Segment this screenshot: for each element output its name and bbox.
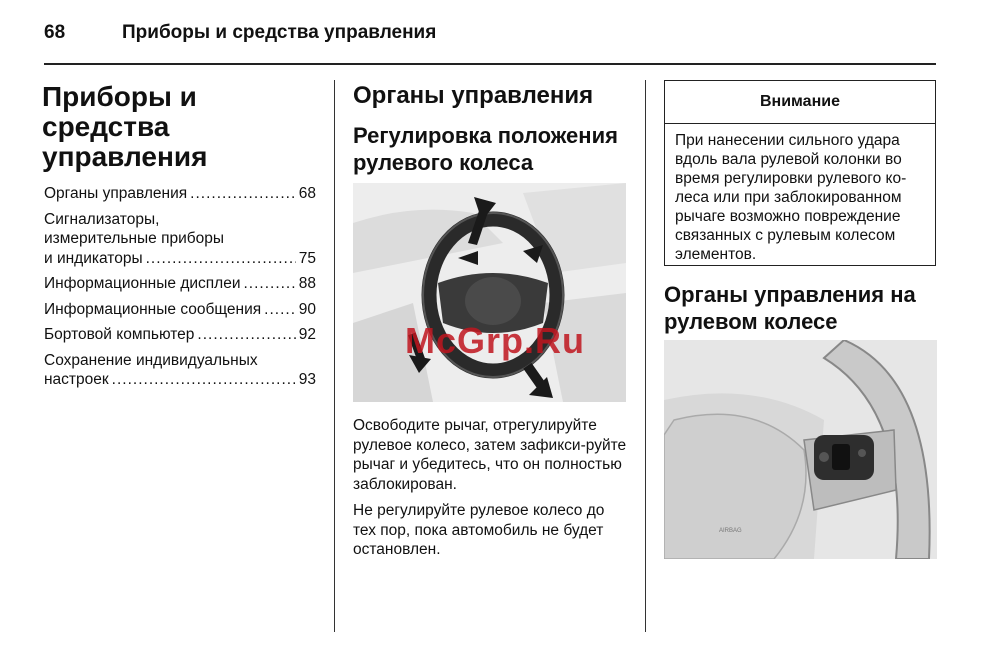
watermark: McGrp.Ru [405,320,586,361]
toc-entry-row [44,274,316,294]
toc-entry-title: и индикаторы [44,249,143,267]
toc-entry-title: Органы управления [44,185,188,202]
toc-entry-row [44,370,316,390]
toc-entry-line: измерительные приборы [44,230,225,247]
toc-page-number: 92 [298,326,316,343]
column-divider-1 [334,80,335,632]
toc-page-number: 88 [298,275,316,292]
warning-box [664,80,936,266]
toc-entry[interactable] [44,184,316,204]
warning-text: При нанесении сильного удара вдоль вала рулевой колонки во время регулировки рулевого ко-леса или при заблокированном рычаге возможно повреждение связанных с рулевым колесом элементов. [675,132,907,263]
toc-entry[interactable] [44,210,316,269]
airbag-label: AIRBAG [719,528,742,534]
toc-leader-dots [190,184,296,204]
toc-entry-title: Информационные сообщения [44,300,262,318]
toc-page-number: 90 [298,300,316,318]
chapter-title: Приборы и средства управления [42,81,208,172]
toc-entry-title: Бортовой компьютер [44,326,195,343]
steering-wheel-controls-illustration [664,340,937,559]
table-of-contents [44,184,316,396]
toc-entry[interactable] [44,325,316,345]
toc-entry[interactable] [44,300,316,320]
toc-leader-dots [243,274,295,294]
page-number: 68 [44,22,66,43]
toc-entry-line: Сигнализаторы, [44,210,160,228]
running-header: Приборы и средства управления [122,22,437,43]
paragraph: Освободите рычаг, отрегулируйте рулевое колесо, затем зафикси-руйте рычаг и убедитесь, что он полностью заблокирован. [353,417,627,493]
toc-leader-dots [146,249,296,269]
section-heading-2: Органы управления на рулевом колесе [664,282,916,334]
toc-page-number: 75 [298,249,316,267]
toc-entry[interactable] [44,351,316,390]
toc-entry-row [44,184,316,204]
column-divider-2 [645,80,646,632]
toc-entry-title: настроек [44,371,109,388]
warning-title: Внимание [665,81,935,124]
toc-entry-row [44,249,316,269]
section-body [353,416,628,567]
steering-adjust-illustration [353,183,626,402]
toc-entry-row [44,325,316,345]
toc-page-number: 93 [298,371,316,388]
toc-leader-dots [112,370,296,390]
toc-entry-row [44,300,316,320]
paragraph: Не регулируйте рулевое колесо до тех пор, пока автомобиль не будет остановлен. [353,502,605,558]
toc-page-number: 68 [298,185,316,202]
toc-entry[interactable] [44,274,316,294]
toc-entry-title: Информационные дисплеи [44,275,241,292]
toc-leader-dots [264,300,296,320]
toc-entry-line: Сохранение индивидуальных [44,351,258,369]
subsection-heading: Регулировка положения рулевого колеса [353,123,618,175]
toc-leader-dots [197,325,295,345]
header-rule [44,63,936,65]
section-heading: Органы управления [353,82,594,109]
